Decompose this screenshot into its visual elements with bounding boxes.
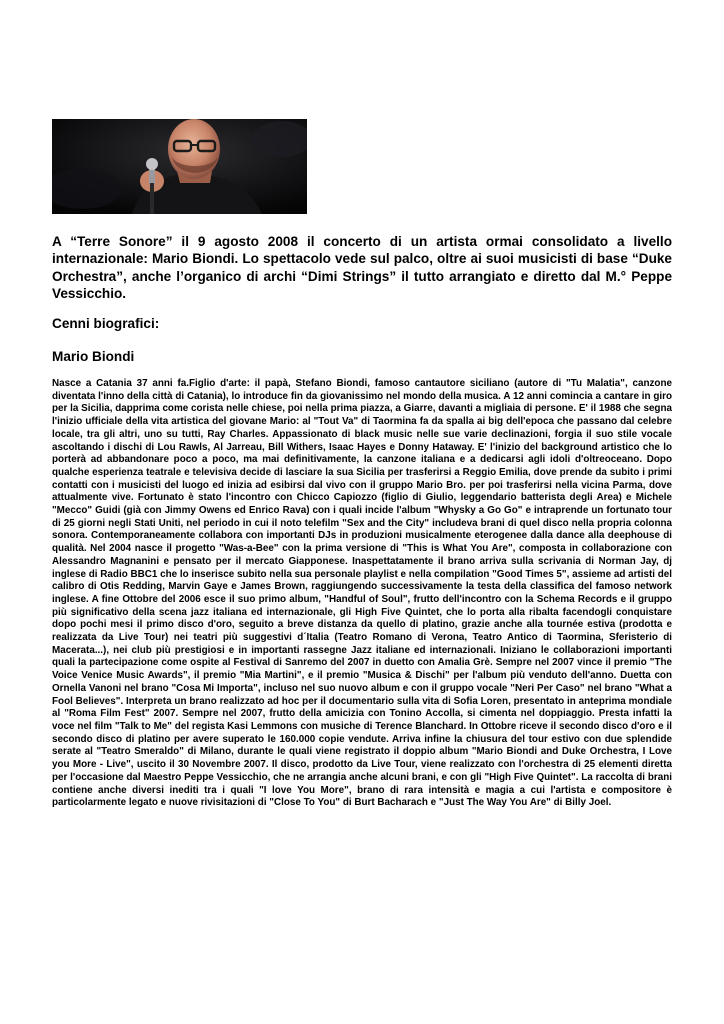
artist-name-heading: Mario Biondi bbox=[52, 349, 135, 364]
artist-photo bbox=[52, 119, 307, 214]
intro-paragraph: A “Terre Sonore” il 9 agosto 2008 il concerto di un artista ormai consolidato a livello internazionale: Mario Biondi. Lo spettacolo vede sul palco, oltre ai suoi musicisti di base “Duke Orchestra”, anche l’organico di archi “Dimi Strings” il tutto arrangiato e diretto dal M.° Peppe Vessicchio. bbox=[52, 234, 672, 302]
section-heading: Cenni biografici: bbox=[52, 316, 160, 331]
biography-paragraph: Nasce a Catania 37 anni fa.Figlio d'arte: il papà, Stefano Biondi, famoso cantautore siciliano (autore di "Tu Malatia", canzone diventata l'inno della città di Catania), lo introduce fin da giovanissimo nel mondo della musica. A 12 anni comincia a cantare in giro per la Sicilia, dapprima come corista nelle chiese, poi nella prima piazza, a Giarre, davanti a migliaia di persone. E' il 1988 che segna l'inizio ufficiale della vita artistica del giovane Mario: al "Tout Va" di Taormina fa da spalla ai big dell'epoca che passano dal celebre locale, tra gli altri, uno su tutti, Ray Charles. Appassionato di black music nelle sue varie declinazioni, forgia il suo stile vocale ascoltando i dischi di Lou Rawls, Al Jarreau, Bill Withers, Isaac Hayes e Donny Hataway. E' l'inizio del background artistico che lo porterà ad abbandonare poco a poco, ma mai definitivamente, la canzone italiana e a dedicarsi agli idoli d'oltreoceano. Dopo qualche esperienza teatrale e televisiva decide di lasciare la sua Sicilia per trasferirsi a Reggio Emilia, dove prende da subito i primi contatti con i musicisti del luogo ed inizia ad esibirsi dal vivo con il gruppo Mario Bro. per poi trasferirsi nella vicina Parma, dove attualmente vive. Fortunato è stato l'incontro con Chicco Capiozzo (figlio di Giulio, leggendario batterista degli Area) e Michele "Mecco" Guidi (già con Jimmy Owens ed Enrico Rava) con i quali incide l'album "Whysky a Go Go" e intraprende un fortunato tour di 25 giorni negli Stati Uniti, nel periodo in cui il noto telefilm "Sex and the City" includeva brani di quel disco nella propria colonna sonora. Contemporaneamente collabora con importanti DJs in produzioni musicalmente eterogenee dalla dance alla deephouse di qualità. Nel 2004 nasce il progetto "Was-a-Bee" con la prima versione di "This is What You Are", composta in collaborazione con Alessandro Magnanini e pensato per il mercato Giapponese. Inaspettatamente il brano arriva sulla scrivania di Norman Jay, dj inglese di Radio BBC1 che lo inserisce subito nella sua personale playlist e nella compilation "Good Times 5", assieme ad artisti del calibro di Otis Redding, Marvin Gaye e James Brown, raggiungendo successivamente la testa della classifica del famoso network inglese. A fine Ottobre del 2006 esce il suo primo album, "Handful of Soul", frutto dell'incontro con la Schema Records e il gruppo più significativo della scena jazz italiana ed internazionale, gli High Five Quintet, che lo porta alla ribalta facendogli conquistare dopo pochi mesi il primo disco d'oro, seguito a breve distanza da quello di platino, grazie anche alla tournée estiva (prodotta e realizzata da Live Tour) nei teatri più suggestivi d´Italia (Teatro Romano di Verona, Teatro Antico di Taormina, Sferisterio di Macerata...), nei club più prestigiosi e in importanti rassegne Jazz italiane ed internazionali. Iniziano le collaborazioni importanti quali la partecipazione come ospite al Festival di Sanremo del 2007 in duetto con Amalia Grè. Sempre nel 2007 vince il premio "The Voice Venice Music Awards", il premio "Mia Martini", e il premio "Musica & Dischi" per l'album più venduto dell'anno. Duetta con Ornella Vanoni nel brano "Cosa Mi Importa", incluso nel suo nuovo album e con il gruppo vocale "Neri Per Caso" nel brano "What a Fool Believes". Interpreta un brano realizzato ad hoc per il documentario sulla vita di Sofia Loren, presentato in anteprima mondiale al "Roma Film Fest" 2007. Sempre nel 2007, frutto della amicizia con Tonino Accolla, si cimenta nel doppiaggio. Presta infatti la voce nel film "Talk to Me" del regista Kasi Lemmons con musiche di Terence Blanchard. In Ottobre riceve il secondo disco d'oro e il secondo disco di platino per avere superato le 160.000 copie vendute. Arriva infine la chiusura del tour estivo con due splendide serate al "Teatro Smeraldo" di Milano, durante le quali viene registrato il doppio album "Mario Biondi and Duke Orchestra, I Love you More - Live", uscito il 30 Novembre 2007. Il disco, prodotto da Live Tour, viene realizzato con l'orchestra di 25 elementi diretta per l'occasione dal Maestro Peppe Vessicchio, che ne arrangia anche alcuni brani, e con gli "High Five Quintet". La raccolta di brani contiene anche diversi inediti tra i quali "I love You More", brano di rara intensità e magia a cui l'artista e compositore è particolarmente legato e nuove rivisitazioni di "Close To You" di Burt Bacharach e "Just The Way You Are" di Billy Joel. bbox=[52, 378, 672, 809]
